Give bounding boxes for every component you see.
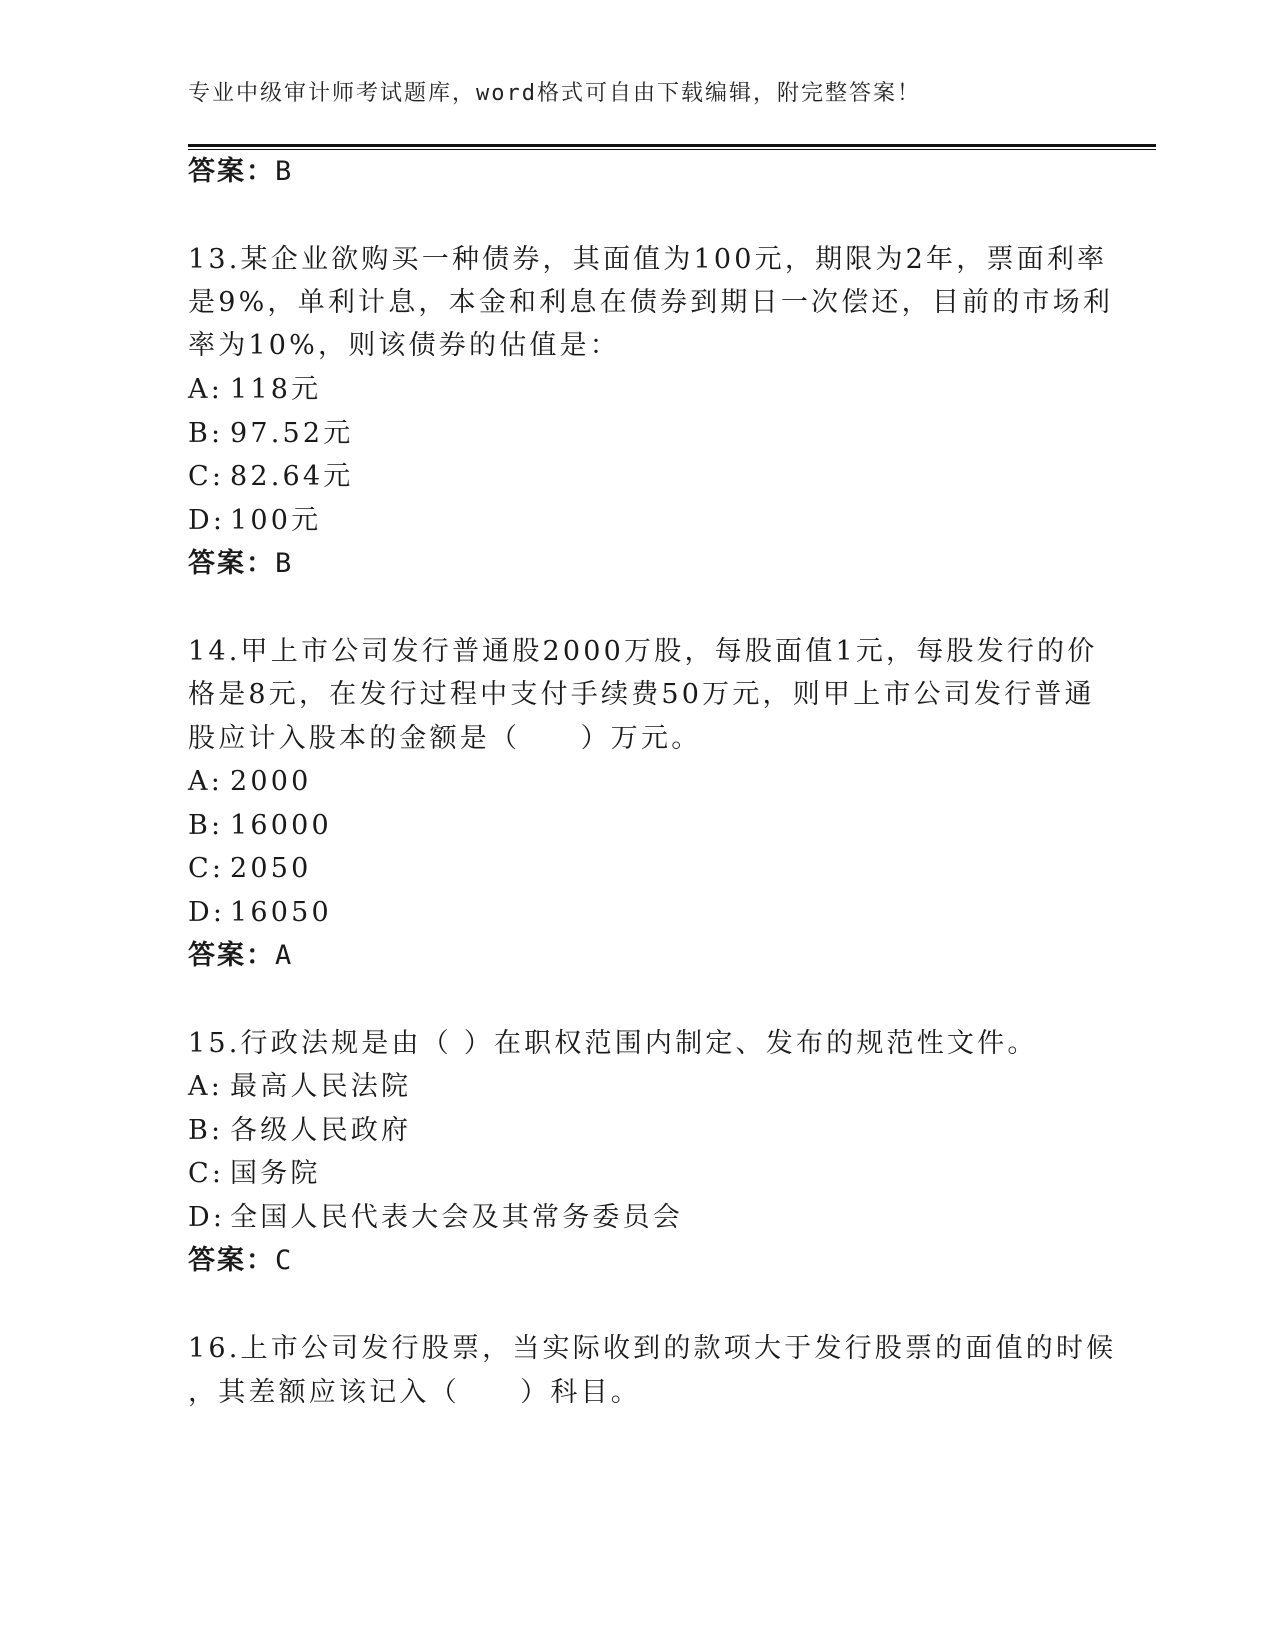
question-15-option-c [188, 1160, 321, 1187]
option-text: 国务院 [230, 1158, 321, 1189]
question-13-option-a [188, 376, 321, 403]
question-13-stem-line-1: 13.某企业欲购买一种债券，其面值为100元，期限为2年，票面利率 [188, 244, 1108, 275]
answer-label: 答案： [188, 940, 275, 971]
option-text: 100元 [230, 505, 322, 536]
answer-label: 答案： [188, 548, 275, 579]
header-divider [188, 144, 1156, 150]
answer-value: C [275, 1245, 294, 1276]
question-15-option-b [188, 1117, 411, 1144]
option-label: C: [188, 853, 225, 884]
question-14-option-d [188, 899, 332, 926]
answer-value: B [275, 548, 294, 579]
question-14-option-c [188, 855, 312, 882]
question-13-option-b [188, 420, 354, 447]
option-label: A: [188, 374, 223, 405]
question-16-stem-line-2: ，其差额应该记入（ ）科目。 [188, 1377, 641, 1408]
option-text: 97.52元 [230, 418, 354, 449]
option-text: 82.64元 [230, 461, 354, 492]
option-label: A: [188, 766, 223, 797]
answer-label: 答案： [188, 1245, 275, 1276]
option-text: 2050 [230, 853, 312, 884]
question-13-stem-line-3: 率为10%，则该债券的估值是： [188, 330, 621, 361]
option-label: B: [188, 1115, 224, 1146]
answer-value: B [275, 156, 294, 187]
question-15-stem-line-1: 15.行政法规是由（ ）在职权范围内制定、发布的规范性文件。 [188, 1028, 1038, 1059]
option-text: 全国人民代表大会及其常务委员会 [230, 1202, 683, 1233]
question-14-stem-line-2: 格是8元，在发行过程中支付手续费50万元，则甲上市公司发行普通 [188, 679, 1095, 710]
option-label: C: [188, 461, 225, 492]
option-label: B: [188, 810, 224, 841]
question-13-stem-line-2: 是9%，单利计息，本金和利息在债券到期日一次偿还，目前的市场利 [188, 287, 1114, 318]
option-text: 2000 [230, 766, 312, 797]
question-14-option-a [188, 768, 312, 795]
answer-label: 答案： [188, 156, 275, 187]
question-14-stem-line-3: 股应计入股本的金额是（ ）万元。 [188, 723, 702, 754]
answer-line [188, 158, 293, 185]
answer-value: A [275, 940, 294, 971]
page-header: 专业中级审计师考试题库，word格式可自由下载编辑，附完整答案！ [188, 81, 921, 106]
question-14-answer [188, 942, 293, 969]
question-15-answer [188, 1247, 293, 1274]
option-text: 16000 [230, 810, 332, 841]
question-14-option-b [188, 812, 332, 839]
option-text: 16050 [230, 897, 332, 928]
option-label: D: [188, 505, 226, 536]
question-13-option-c [188, 463, 354, 490]
option-text: 118元 [230, 374, 322, 405]
option-label: C: [188, 1158, 225, 1189]
question-15-option-a [188, 1073, 411, 1100]
option-text: 各级人民政府 [230, 1115, 412, 1146]
question-13-answer [188, 550, 293, 577]
option-label: D: [188, 897, 226, 928]
option-label: D: [188, 1202, 226, 1233]
option-label: B: [188, 418, 224, 449]
question-15-option-d [188, 1204, 683, 1231]
question-13-option-d [188, 507, 321, 534]
option-text: 最高人民法院 [230, 1071, 412, 1102]
question-16-stem-line-1: 16.上市公司发行股票，当实际收到的款项大于发行股票的面值的时候 [188, 1333, 1117, 1364]
question-14-stem-line-1: 14.甲上市公司发行普通股2000万股，每股面值1元，每股发行的价 [188, 636, 1098, 667]
option-label: A: [188, 1071, 223, 1102]
